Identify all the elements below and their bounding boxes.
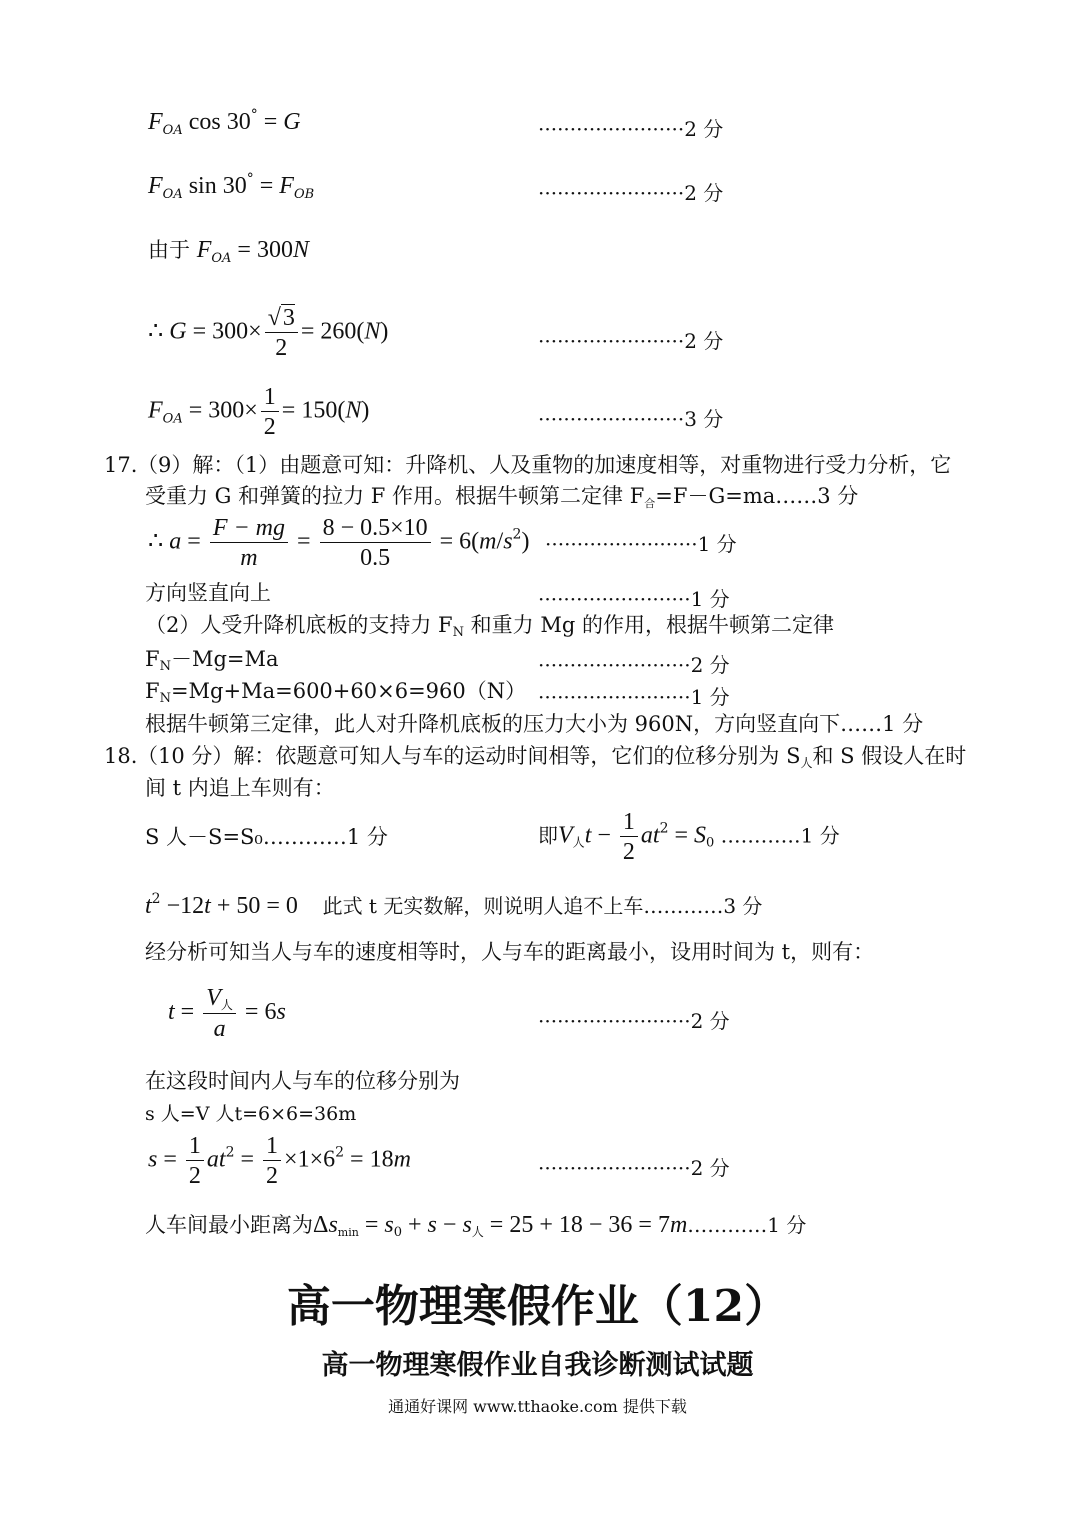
- q18-min-distance: 人车间最小距离为Δsmin = s0 + s − s人 = 25 + 18 − 36 = 7m…………1 分: [145, 1212, 807, 1240]
- score-eq4: ·······················2 分: [538, 329, 724, 353]
- q17-part2-text: （2）人受升降机底板的支持力 F: [145, 613, 453, 637]
- q18-equation-1: S 人－S=S₀…………1 分: [145, 825, 388, 849]
- q17-accel-score: ························1 分: [545, 532, 737, 556]
- q18-line1-end: 和 S 假设人在时: [812, 744, 967, 768]
- q18-analysis: 经分析可知当人与车的速度相等时，人与车的距离最小，设用时间为 t，则有：: [145, 940, 875, 964]
- q17-equation-b: [145, 681, 526, 705]
- q17-conclusion: 根据牛顿第三定律，此人对升降机底板的压力大小为 960N，方向竖直向下……1 分: [145, 712, 924, 736]
- q18-displacement-intro: 在这段时间内人与车的位移分别为: [145, 1069, 460, 1093]
- equation-foa-value: 由于 $F_{OA} = 300N$: [148, 237, 309, 266]
- q17-part2-sub: N: [452, 625, 464, 640]
- q18-car-displacement: s = $\frac{1}{2}$ $at^2$ = $\frac{1}{2}$ $\times 1\times 6^2 = 18m$: [148, 1133, 411, 1189]
- page-subtitle: 高一物理寒假作业自我诊断测试试题: [321, 1350, 754, 1381]
- q17-direction-score: ························1 分: [538, 587, 730, 611]
- q18-eq2-text: 此式 t 无实数解，则说明人追不上车…………3 分: [322, 894, 763, 918]
- q17-eqb-score: ························1 分: [538, 685, 730, 709]
- q17-line1: （9）解：（1）由题意可知：升降机、人及重物的加速度相等，对重物进行受力分析，它: [137, 453, 952, 477]
- equation-foa-sin: $F_{OA}$ $\sin 30^\circ = F_{OB}$: [148, 171, 315, 202]
- q17-eqb-end: =Mg+Ma=600+60×6=960（N）: [170, 679, 527, 703]
- q18-car-score: ························2 分: [538, 1156, 730, 1180]
- q17-part2-end: 和重力 Mg 的作用，根据牛顿第二定律: [463, 613, 834, 637]
- q18-line1: [137, 746, 966, 769]
- equation-foa-half: $F_{OA} = 300\times$ $\frac{1}{2}$ = 150(N): [148, 384, 370, 440]
- q17-direction: 方向竖直向上: [145, 581, 271, 605]
- q18-min-score: …………1 分: [687, 1213, 807, 1237]
- q17-line2-text: 受重力 G 和弹簧的拉力 F 作用。根据牛顿第二定律 F: [145, 484, 645, 508]
- q17-line2: [145, 486, 858, 509]
- q18-number: 18.: [104, 744, 138, 768]
- eq3-prefix: 由于: [148, 238, 190, 262]
- q18-line1-sub: 人: [800, 756, 813, 770]
- q18-line1-text: （10 分）解：依题意可知人与车的运动时间相等，它们的位移分别为 S: [137, 744, 801, 768]
- q17-eqa-score: ························2 分: [538, 653, 730, 677]
- q17-acceleration-equation: ∴ a = $\frac{F - mg}{m}$ = $\frac{8 - 0.5\times 10}{0.5}$ = $6(m/s^2)$: [148, 515, 530, 571]
- q17-line2-end: =F－G=ma……3 分: [655, 484, 859, 508]
- q17-part2: [145, 615, 834, 639]
- score-eq1: ·······················2 分: [538, 117, 724, 141]
- equation-foa-cos: $F_{OA}$ cos 30° = G: [148, 107, 301, 138]
- q18-min-prefix: 人车间最小距离为: [145, 1213, 313, 1237]
- q18-equation-2: $t^2 -12t + 50 = 0$ 此式 t 无实数解，则说明人追不上车…………3 分: [145, 891, 763, 919]
- q18-time-score: ························2 分: [538, 1009, 730, 1033]
- score-eq5: ·······················3 分: [538, 407, 724, 431]
- q18-time-equation: t = $\frac{\text{V人}}{a}$ = 6s: [168, 985, 286, 1042]
- q17-number: 17.: [104, 453, 138, 477]
- q17-eqa-sub: N: [159, 659, 171, 674]
- score-eq2: ·······················2 分: [538, 181, 724, 205]
- equation-g-value: ∴ G = 300× $\frac{√3}{2}$ = 260(N): [148, 305, 389, 361]
- q17-line2-sub: 合: [644, 497, 656, 510]
- q17-equation-a: [145, 649, 279, 673]
- q18-equation-1-right: 即V人t − $\frac{1}{2}$ $at^2 = S0$ …………1 分: [538, 809, 840, 865]
- page-title: 高一物理寒假作业（12）: [286, 1281, 789, 1332]
- q17-eqa-end: －Mg=Ma: [170, 647, 279, 671]
- q17-eqb-f: F: [145, 679, 160, 703]
- q17-eqa-f: F: [145, 647, 160, 671]
- q18-line2: 间 t 内追上车则有：: [145, 776, 335, 800]
- q17-eqb-sub: N: [159, 691, 171, 706]
- q18-person-displacement: s 人=V 人t=6×6=36m: [145, 1103, 357, 1125]
- footer-credit: 通通好课网 www.tthaoke.com 提供下载: [388, 1397, 687, 1416]
